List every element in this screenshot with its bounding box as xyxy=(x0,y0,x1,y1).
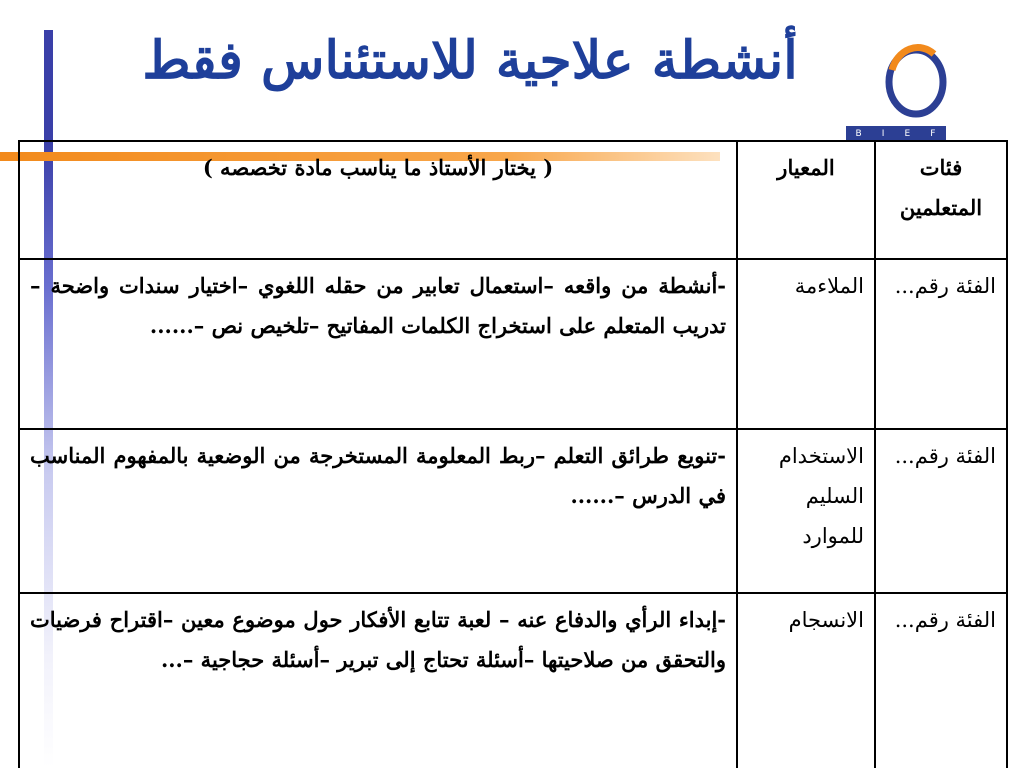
logo-letter: I xyxy=(881,129,886,139)
activities-cell: -تنويع طرائق التعلم –ربط المعلومة المستخرجة من الوضعية بالمفهوم المناسب في الدرس –...... xyxy=(19,429,737,593)
logo-letter: F xyxy=(930,129,937,139)
table-row xyxy=(19,259,1007,429)
category-cell: الفئة رقم... xyxy=(875,259,1007,429)
logo-letter: E xyxy=(904,129,912,139)
slide-title: أنشطة علاجية للاستئناس فقط xyxy=(142,30,798,91)
activities-cell: -أنشطة من واقعه –استعمال تعابير من حقله اللغوي –اختيار سندات واضحة –تدريب المتعلم على استخراج الكلمات المفاتيح –تلخيص نص –...... xyxy=(19,259,737,429)
header-category-cell: فئات المتعلمين xyxy=(875,141,1007,259)
header-activities-cell: ( يختار الأستاذ ما يناسب مادة تخصصه ) xyxy=(19,141,737,259)
activities-cell: -إبداء الرأي والدفاع عنه – لعبة تتابع الأفكار حول موضوع معين –اقتراح فرضيات والتحقق من صلاحيتها –أسئلة تحتاج إلى تبرير –أسئلة حجاجية –... xyxy=(19,593,737,768)
header-criterion-cell: المعيار xyxy=(737,141,875,259)
bief-logo xyxy=(846,40,946,144)
activities-table xyxy=(18,140,1008,768)
category-cell: الفئة رقم... xyxy=(875,593,1007,768)
category-cell: الفئة رقم... xyxy=(875,429,1007,593)
criterion-cell: الانسجام xyxy=(737,593,875,768)
criterion-cell: الاستخدام السليم للموارد xyxy=(737,429,875,593)
table-row xyxy=(19,429,1007,593)
table-header-row xyxy=(19,141,1007,259)
table-row xyxy=(19,593,1007,768)
logo-letter: B xyxy=(855,129,863,139)
logo-ring-icon xyxy=(884,40,948,120)
criterion-cell: الملاءمة xyxy=(737,259,875,429)
